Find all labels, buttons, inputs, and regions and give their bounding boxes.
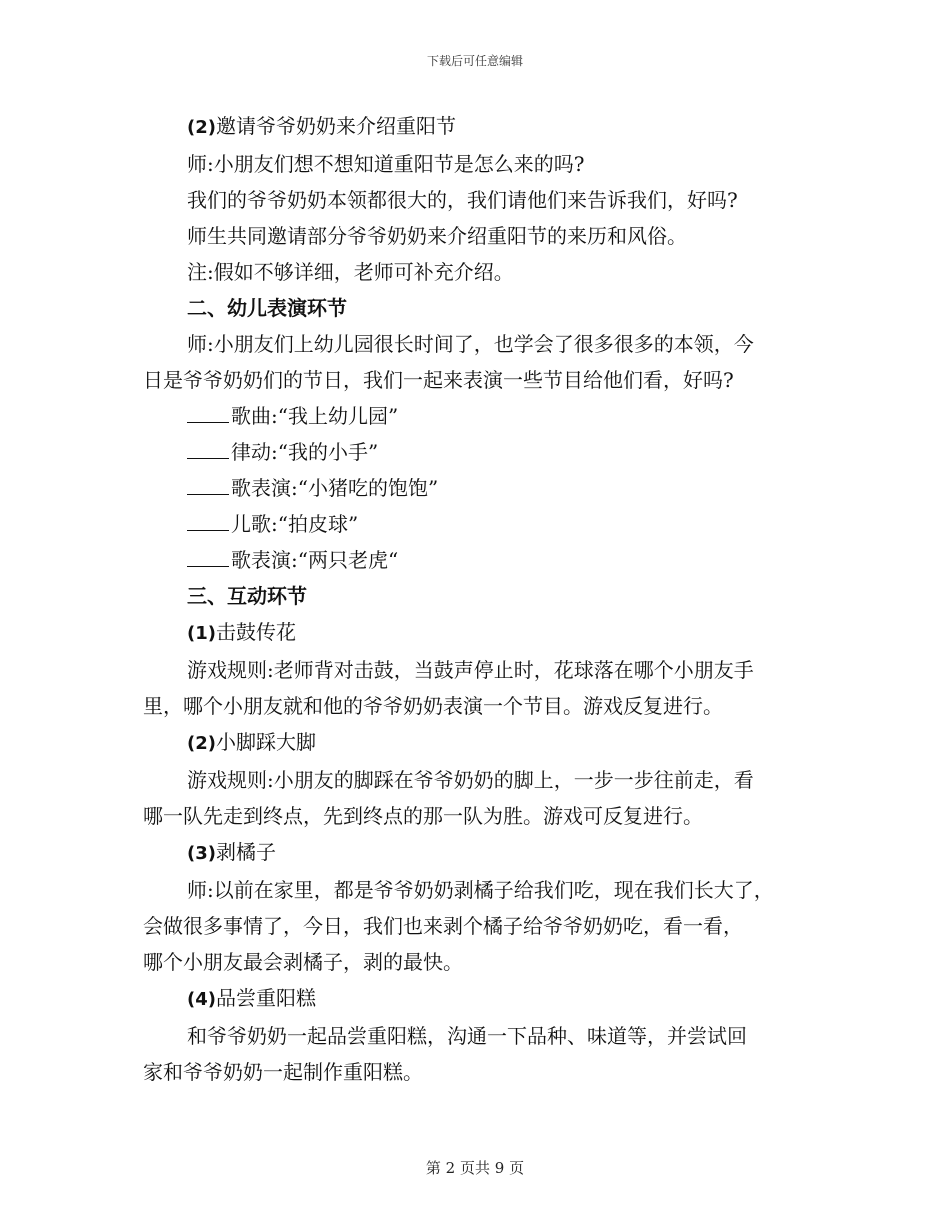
program-text: 歌表演:“小猪吃的饱饱”: [231, 476, 439, 500]
fill-blank: [187, 546, 229, 567]
paragraph-line: [143, 146, 813, 182]
paragraph-line: [143, 688, 813, 724]
sub-heading-text: 小脚踩大脚: [215, 730, 316, 754]
fill-blank: [187, 438, 229, 459]
line-text: 师:以前在家里，都是爷爷奶奶剥橘子给我们吃，现在我们长大了，: [187, 878, 774, 902]
paragraph-line: [143, 762, 813, 798]
paragraph-line: [143, 798, 813, 834]
line-text: 日是爷爷奶奶们的节日，我们一起来表演一些节目给他们看，好吗?: [143, 368, 734, 392]
program-item: [143, 470, 813, 506]
paragraph-line: [143, 362, 813, 398]
line-text: 哪一队先走到终点，先到终点的那一队为胜。游戏可反复进行。: [143, 804, 703, 828]
line-text: 家和爷爷奶奶一起制作重阳糕。: [143, 1060, 423, 1084]
heading-text: 二、幼儿表演环节: [187, 296, 347, 320]
line-text: 师:小朋友们上幼儿园很长时间了，也学会了很多很多的本领，今: [187, 332, 754, 356]
item-number: (1): [187, 623, 216, 644]
section-heading: [143, 290, 813, 326]
program-text: 歌曲:“我上幼儿园”: [231, 404, 399, 428]
line-text: 会做很多事情了，今日，我们也来剥个橘子给爷爷奶奶吃，看一看，: [143, 914, 743, 938]
program-text: 歌表演:“两只老虎“: [231, 548, 399, 572]
program-item: [143, 398, 813, 434]
paragraph-line: [143, 944, 813, 980]
paragraph-line: [143, 652, 813, 688]
page-header: 下载后可任意编辑: [426, 54, 523, 68]
paragraph-line: [143, 1018, 813, 1054]
item-number: (2): [187, 117, 216, 138]
program-text: 儿歌:“拍皮球”: [231, 512, 359, 536]
section-heading: [143, 578, 813, 614]
line-text: 师生共同邀请部分爷爷奶奶来介绍重阳节的来历和风俗。: [187, 224, 687, 248]
program-item: [143, 506, 813, 542]
sub-heading-text: 击鼓传花: [215, 620, 296, 644]
sub-heading: [143, 834, 813, 872]
paragraph-line: [143, 1054, 813, 1090]
fill-blank: [187, 510, 229, 531]
paragraph-line: [143, 182, 813, 218]
line-text: 我们的爷爷奶奶本领都很大的，我们请他们来告诉我们，好吗?: [187, 188, 738, 212]
line-text: 和爷爷奶奶一起品尝重阳糕，沟通一下品种、味道等，并尝试回: [187, 1024, 747, 1048]
paragraph-line: [143, 872, 813, 908]
paragraph-line: [143, 254, 813, 290]
line-text: 里，哪个小朋友就和他的爷爷奶奶表演一个节目。游戏反复进行。: [143, 694, 723, 718]
sub-heading-text: 品尝重阳糕: [215, 986, 316, 1010]
item-number: (3): [187, 843, 216, 864]
program-text: 律动:“我的小手”: [231, 440, 379, 464]
sub-heading-text: 邀请爷爷奶奶来介绍重阳节: [215, 114, 456, 138]
line-text: 游戏规则:老师背对击鼓，当鼓声停止时，花球落在哪个小朋友手: [187, 658, 754, 682]
fill-blank: [187, 402, 229, 423]
program-item: [143, 434, 813, 470]
paragraph-line: [143, 908, 813, 944]
item-number: (2): [187, 733, 216, 754]
page-footer: 第 2 页共 9 页: [425, 1159, 525, 1177]
line-text: 师:小朋友们想不想知道重阳节是怎么来的吗?: [187, 152, 585, 176]
sub-heading: [143, 614, 813, 652]
paragraph-line: [143, 326, 813, 362]
paragraph-line: [143, 218, 813, 254]
line-text: 注:假如不够详细，老师可补充介绍。: [187, 260, 514, 284]
program-item: [143, 542, 813, 578]
document-body: [143, 108, 813, 1090]
line-text: 游戏规则:小朋友的脚踩在爷爷奶奶的脚上，一步一步往前走，看: [187, 768, 754, 792]
sub-heading: [143, 108, 813, 146]
sub-heading-text: 剥橘子: [215, 840, 276, 864]
item-number: (4): [187, 989, 216, 1010]
line-text: 哪个小朋友最会剥橘子，剥的最快。: [143, 950, 463, 974]
fill-blank: [187, 474, 229, 495]
heading-text: 三、互动环节: [187, 584, 307, 608]
sub-heading: [143, 724, 813, 762]
sub-heading: [143, 980, 813, 1018]
